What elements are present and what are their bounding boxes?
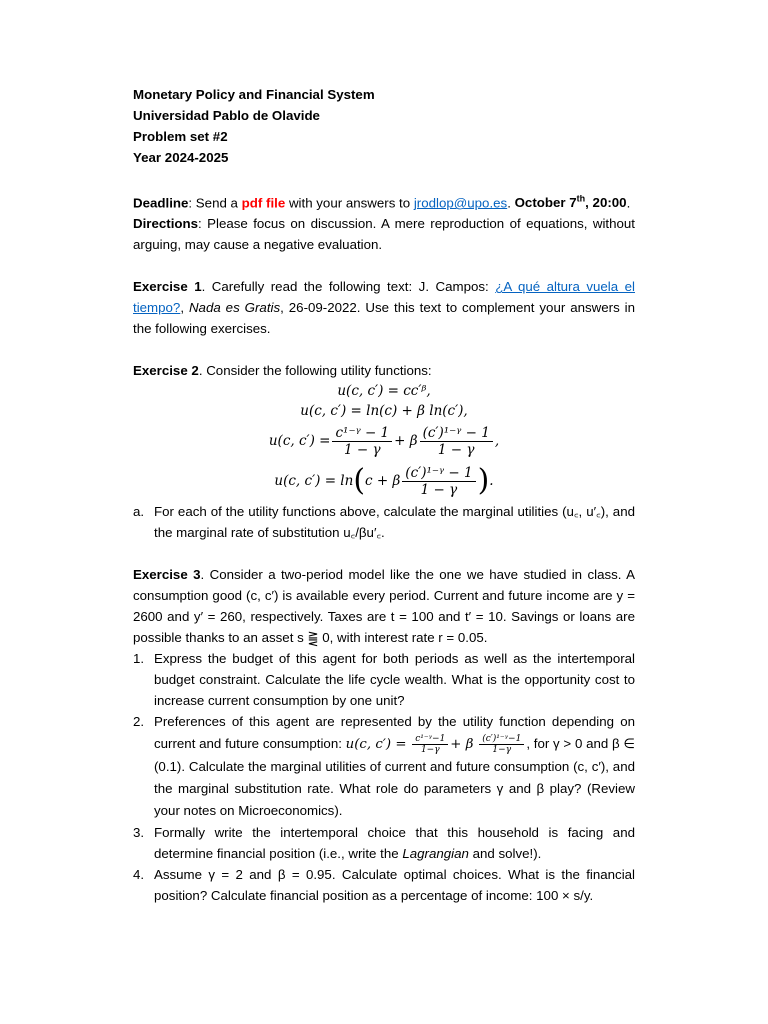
deadline-date-a: October 7: [514, 195, 577, 211]
list-item-number: 4.: [133, 867, 145, 883]
deadline-label: Deadline: [133, 195, 189, 211]
equation-1: u(c, c′) = cc′ᵝ,: [337, 383, 431, 400]
item3-text-b: and solve!).: [468, 846, 542, 862]
eq4-lhs: u(c, c′) = ln: [274, 473, 354, 490]
eq4-frac: [402, 465, 475, 498]
eq3-num-2: (c′)¹⁻ᵞ − 1: [420, 425, 493, 442]
eq3-num-1: c¹⁻ᵞ − 1: [332, 425, 392, 442]
list-item: [133, 864, 635, 906]
equation-4: [133, 461, 635, 501]
directions-label: Directions: [133, 216, 199, 232]
university-name: Universidad Pablo de Olavide: [133, 108, 320, 123]
article-link[interactable]: ¿A qué altura vuela el tiempo?: [133, 279, 635, 316]
lagrangian-term: Lagrangian: [402, 846, 469, 862]
eq3-mid: + β: [394, 433, 418, 450]
eq3-lhs: u(c, c′) =: [268, 433, 331, 450]
list-item-number: 1.: [133, 651, 145, 667]
directions-paragraph: [133, 213, 635, 255]
deadline-text: : Send a: [188, 195, 242, 211]
course-title: Monetary Policy and Financial System: [133, 87, 375, 102]
list-item: [133, 648, 635, 711]
deadline-sep: .: [507, 195, 515, 211]
eq3-end: ,: [494, 433, 500, 450]
list-item: [133, 822, 635, 864]
deadline-date: [515, 195, 627, 210]
deadline-text-2: with your answers to: [285, 195, 414, 211]
eq4-left-paren: (: [353, 463, 366, 499]
document-page: [133, 84, 635, 906]
source-name: Nada es Gratis: [188, 300, 281, 316]
exercise-1-sep: ,: [180, 300, 189, 316]
item-a-marker: a.: [133, 504, 145, 520]
exercise-2-label: Exercise 2: [133, 363, 199, 379]
item2-text-b: , for γ > 0 and β ∈ (0.1). Calculate the marginal utilities of current and future consumption (c, c′), and the marginal substitution rate. What role do parameters γ and β play? (Review your notes on Microeconomics).: [154, 736, 636, 819]
item2-math-mid: + β: [450, 737, 474, 753]
list-item-text: Express the budget of this agent for both periods as well as the intertemporal budget constraint. Calculate the life cycle wealth. What is the opportunity cost to increase current consumption by one unit?: [154, 651, 635, 709]
eq4-end: .: [489, 473, 494, 490]
directions-text: : Please focus on discussion. A mere reproduction of equations, without arguing, may cause a negative evaluation.: [133, 216, 635, 253]
exercise-3-text: . Consider a two-period model like the one we have studied in class. A consumption good (c, c′) is available every period. Current and future income are y = 2600 and y′ = 260, respectively. Taxes are t = 100 and t′ = 10. Savings or loans are possible thanks to an asset s ⪌ 0, with interest rate r = 0.05.: [133, 567, 635, 646]
deadline-paragraph: [133, 189, 635, 213]
pdf-file-highlight: pdf file: [241, 195, 286, 211]
item2-frac-1: [412, 734, 448, 755]
eq3-den-1: 1 − γ: [344, 441, 381, 458]
exercise-1: [133, 276, 635, 339]
list-item-number: 2.: [133, 714, 145, 730]
exercise-1-label: Exercise 1: [133, 279, 202, 295]
list-item: [133, 711, 635, 822]
email-link[interactable]: jrodlop@upo.es: [413, 195, 508, 211]
eq3-den-2: 1 − γ: [437, 441, 475, 458]
exercise-3-intro: [133, 564, 635, 648]
academic-year: Year 2024-2025: [133, 150, 229, 165]
item2-frac-2: [479, 734, 524, 755]
item2-text-a: Preferences of this agent are represented by the utility function depending on current and future consumption:: [154, 714, 635, 752]
problem-set-number: Problem set #2: [133, 129, 228, 144]
exercise-1-text: . Carefully read the following text: J. Campos:: [201, 279, 496, 295]
exercise-3-list: [133, 648, 635, 906]
eq4-den: 1 − γ: [420, 481, 458, 498]
equation-2: u(c, c′) = ln(c) + β ln(c′),: [300, 403, 468, 420]
exercise-1-text-2: , 26-09-2022. Use this text to complement your answers in the following exercises.: [133, 300, 636, 337]
item3-text-a: Formally write the intertemporal choice that this household is facing and determine financial position (i.e., write the: [154, 825, 635, 862]
eq4-num: (c′)¹⁻ᵞ − 1: [402, 465, 475, 482]
item2-frac-1-num: c¹⁻ᵞ−1: [412, 734, 448, 745]
eq3-frac-2: [420, 425, 493, 458]
list-item-text: [154, 711, 635, 822]
item2-frac-2-num: (c′)¹⁻ᵞ−1: [479, 734, 524, 745]
exercise-3-label: Exercise 3: [133, 567, 201, 583]
deadline-date-b: , 20:00: [585, 195, 627, 211]
exercise-2-text: . Consider the following utility functions:: [198, 363, 432, 379]
deadline-date-sup: th: [576, 194, 586, 204]
list-item-number: 3.: [133, 825, 145, 841]
exercise-2-item-a: [133, 501, 635, 543]
item2-frac-1-den: 1−γ: [420, 745, 440, 756]
eq4-right-paren: ): [477, 463, 490, 499]
list-item-text: [154, 822, 635, 864]
item2-frac-2-den: 1−γ: [492, 745, 512, 756]
deadline-end: .: [626, 195, 631, 211]
item2-math-lhs: u(c, c′) =: [345, 737, 407, 753]
exercise-2-intro: [133, 360, 635, 381]
eq4-inner: c + β: [365, 473, 401, 490]
eq3-frac-1: [332, 425, 392, 458]
equation-3: [133, 421, 635, 461]
list-item-text: Assume γ = 2 and β = 0.95. Calculate optimal choices. What is the financial position? Calculate financial position as a percentage of income: 100 × s/y.: [154, 867, 635, 904]
item-a-text: For each of the utility functions above, calculate the marginal utilities (u꜀, u′꜀), and the marginal rate of substitution u꜀/βu′꜀.: [154, 504, 635, 541]
